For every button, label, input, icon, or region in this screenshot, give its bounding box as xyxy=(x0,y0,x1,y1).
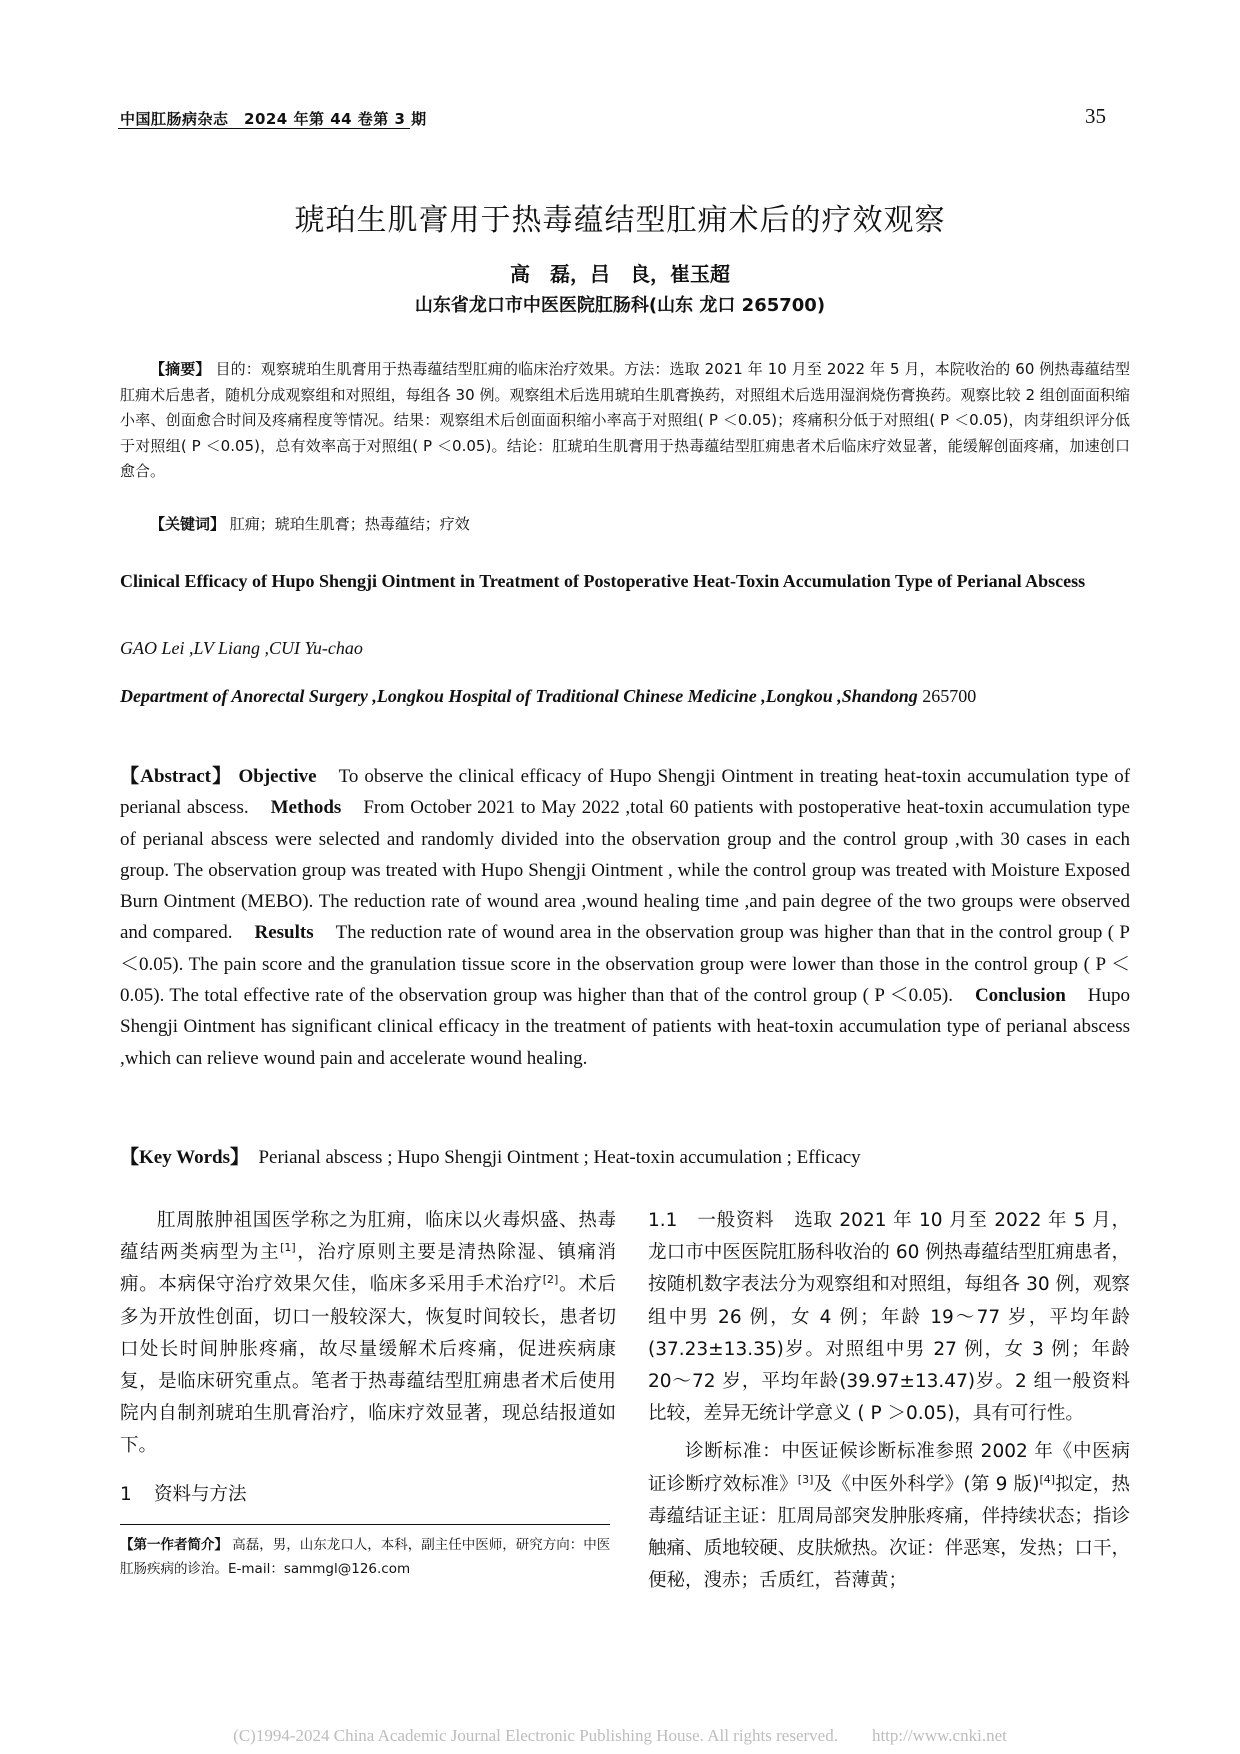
intro-text-1: 肛周脓肿祖国医学称之为肛痈，临床以火毒炽盛、热毒蕴结两类病型为主 xyxy=(120,1210,616,1264)
chinese-abstract xyxy=(120,357,1130,485)
diagnosis-text-2: 及《中医外科学》(第 9 版) xyxy=(813,1473,1040,1495)
en-keywords-label: 【Key Words】 xyxy=(120,1147,249,1168)
diagnosis-text-1: 诊断标准：中医证候诊断标准参照 2002 年《中医病证诊断疗效标准》 xyxy=(648,1441,1130,1495)
keywords-label: 【关键词】 xyxy=(150,515,226,533)
objective-label: Objective xyxy=(238,766,317,787)
conclusion-text: Hupo Shengji Ointment has significant clinical efficacy in the treatment of patients with heat-toxin accumulation type of perianal abscess ,which can relieve wound pain and accelerate wound healing. xyxy=(120,985,1130,1069)
affiliation: 山东省龙口市中医医院肛肠科(山东 龙口 265700) xyxy=(414,295,826,316)
body-left-column xyxy=(120,1205,616,1463)
en-keywords-text: Perianal abscess ; Hupo Shengji Ointment ; Heat-toxin accumulation ; Efficacy xyxy=(258,1147,861,1168)
journal-header: 中国肛肠病杂志 2024 年第 44 卷第 3 期 xyxy=(120,110,427,128)
abstract-label: 【摘要】 xyxy=(150,360,211,378)
en-abstract-label: 【Abstract】 xyxy=(120,766,233,787)
body-right-column xyxy=(648,1205,1130,1597)
conclusion-label: Conclusion xyxy=(974,985,1066,1007)
footnote-divider xyxy=(120,1524,610,1525)
abstract-text: 目的：观察琥珀生肌膏用于热毒蕴结型肛痈的临床治疗效果。方法：选取 2021 年 10 月至 2022 年 5 月，本院收治的 60 例热毒蕴结型肛痈术后患者，随机分成观察组和对照组，每组各 30 例。观察组术后选用琥珀生肌膏换药，对照组术后选用湿润烧伤膏换药。观察比较 2 组创面面积缩小率、创面愈合时间及疼痛程度等情况。结果：观察组术后创面面积缩小率高于对照组( P ＜0.05)；疼痛积分低于对照组( P ＜0.05)，肉芽组织评分低于对照组( P ＜0.05)，总有效率高于对照组( P ＜0.05)。结论：肛琥珀生肌膏用于热毒蕴结型肛痈患者术后临床疗效显著，能缓解创面疼痛，加速创口愈合。 xyxy=(120,360,1130,481)
general-data-text: 选取 2021 年 10 月至 2022 年 5 月，龙口市中医医院肛肠科收治的 60 例热毒蕴结型肛痈患者，按随机数字表法分为观察组和对照组，每组各 30 例，观察组中男 26 例，女 4 例；年龄 19～77 岁，平均年龄(37.23±13.35)岁。对照组中男 27 例，女 3 例；年龄 20～72 岁，平均年龄(39.97±13.47)岁。2 组一般资料比较，差异无统计学意义 ( P ＞0.05)，具有可行性。 xyxy=(648,1210,1130,1425)
authors: 高 磊，吕 良，崔玉超 xyxy=(510,262,730,286)
methods-label: Methods xyxy=(270,797,342,819)
header-underline xyxy=(118,128,410,129)
general-data-label: 1.1 一般资料 xyxy=(648,1210,775,1231)
intro-text-3: 。术后多为开放性创面，切口一般较深大，恢复时间较长，患者切口处长时间肿胀疼痛，故尽量缓解术后疼痛，促进疾病康复，是临床研究重点。笔者于热毒蕴结型肛痈患者术后使用院内自制剂琥珀生肌膏治疗，临床疗效显著，现总结报道如下。 xyxy=(120,1274,616,1457)
general-data-paragraph xyxy=(648,1205,1130,1430)
results-text: The reduction rate of wound area in the observation group was higher than that in the control group ( P ＜0.05). The pain score and the granulation tissue score in the observation group were lower than those in the control group ( P ＜0.05). The total effective rate of the observation group was higher than that of the control group ( P ＜0.05). xyxy=(120,922,1130,1007)
chinese-keywords xyxy=(150,513,470,534)
keywords-text: 肛痈；琥珀生肌膏；热毒蕴结；疗效 xyxy=(229,515,470,533)
article-title: 琥珀生肌膏用于热毒蕴结型肛痈术后的疗效观察 xyxy=(294,203,946,238)
citation-1: [1] xyxy=(280,1241,296,1255)
english-affiliation xyxy=(120,681,1130,711)
copyright-footer: (C)1994-2024 China Academic Journal Electronic Publishing House. All rights reserved. http://www.cnki.net xyxy=(233,1726,1007,1745)
footnote-label: 【第一作者简介】 xyxy=(120,1537,228,1553)
intro-text-2: ，治疗原则主要是清热除湿、镇痛消痈。本病保守治疗效果欠佳，临床多采用手术治疗 xyxy=(120,1242,616,1296)
author-footnote xyxy=(120,1533,616,1581)
section-heading xyxy=(120,1480,247,1506)
english-authors: GAO Lei ,LV Liang ,CUI Yu-chao xyxy=(120,638,363,658)
intro-paragraph xyxy=(120,1205,616,1463)
section-title: 资料与方法 xyxy=(154,1484,247,1505)
english-affiliation-text: Department of Anorectal Surgery ,Longkou Hospital of Traditional Chinese Medicine ,Longkou ,Shandong xyxy=(120,686,918,706)
english-title: Clinical Efficacy of Hupo Shengji Ointment in Treatment of Postoperative Heat-Toxin Accumulation Type of Perianal Abscess xyxy=(120,571,1086,591)
methods-text: From October 2021 to May 2022 ,total 60 patients with postoperative heat-toxin accumulation type of perianal abscess were selected and randomly divided into the observation group and the control group ,with 30 cases in each group. The observation group was treated with Hupo Shengji Ointment , while the control group was treated with Moisture Exposed Burn Ointment (MEBO). The reduction rate of wound area ,wound healing time ,and pain degree of the two groups were observed and compared. xyxy=(120,797,1130,944)
english-abstract xyxy=(120,761,1130,1074)
diagnosis-paragraph xyxy=(648,1436,1130,1597)
objective-text: To observe the clinical efficacy of Hupo Shengji Ointment in treating heat-toxin accumulation type of perianal abscess. xyxy=(120,766,1131,819)
page-number: 35 xyxy=(1085,104,1106,128)
citation-4: [4] xyxy=(1039,1472,1056,1486)
english-keywords xyxy=(120,1142,861,1169)
section-number: 1 xyxy=(120,1484,132,1505)
english-affiliation-zip: 265700 xyxy=(922,686,977,706)
results-label: Results xyxy=(254,922,314,944)
footnote-text: 高磊，男，山东龙口人，本科，副主任中医师，研究方向：中医肛肠疾病的诊治。E-mail：sammgl@126.com xyxy=(120,1537,611,1577)
diagnosis-text-3: 拟定，热毒蕴结证主证：肛周局部突发肿胀疼痛，伴持续状态；指诊触痛、质地较硬、皮肤焮热。次证：伴恶寒，发热；口干，便秘，溲赤；舌质红，苔薄黄； xyxy=(648,1473,1130,1592)
citation-3: [3] xyxy=(797,1472,814,1486)
citation-2: [2] xyxy=(542,1273,559,1287)
